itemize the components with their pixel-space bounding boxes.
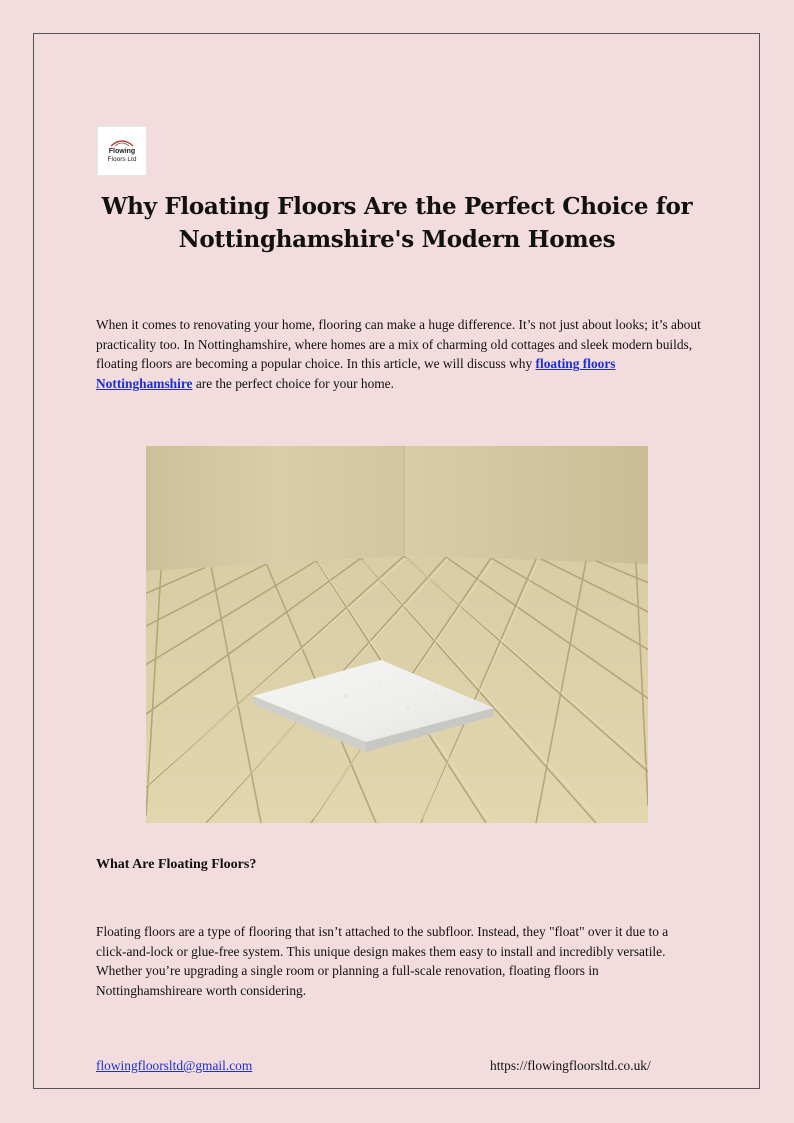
intro-text-start: When it comes to renovating your home, flooring can make a huge difference. It’s not just about looks; it’s about practicality too. In Nottinghamshire, where homes are a mix of charming old cottages and sleek modern builds, floating floors are becoming a popular choice. In this article, we will discuss why xyxy=(96,317,701,372)
tiled-floor-illustration xyxy=(146,446,648,823)
footer-email-link[interactable]: flowingfloorsltd@gmail.com xyxy=(96,1058,253,1073)
intro-text-end: are the perfect choice for your home. xyxy=(192,376,394,392)
logo-text-line2: Floors Ltd xyxy=(107,156,137,163)
logo-text-line1: Flowing xyxy=(108,148,136,155)
hero-image xyxy=(146,446,648,823)
company-logo xyxy=(97,126,147,176)
article-title: Why Floating Floors Are the Perfect Choice for Nottinghamshire's Modern Homes xyxy=(101,193,693,253)
footer-website: https://flowingfloorsltd.co.uk/ xyxy=(490,1058,651,1073)
section-paragraph: Floating floors are a type of flooring that isn’t attached to the subfloor. Instead, they "float" over it due to a click-and-lock or glue-free system. This unique design makes them easy to install and incredibly versatile. Whether you’re upgrading a single room or planning a full-scale renovation, floating floors in Nottinghamshireare worth considering. xyxy=(96,924,669,999)
section-heading: What Are Floating Floors? xyxy=(96,857,257,872)
intro-paragraph xyxy=(96,315,702,394)
floating-floors-link[interactable]: floating floors Nottinghamshire xyxy=(96,356,616,392)
